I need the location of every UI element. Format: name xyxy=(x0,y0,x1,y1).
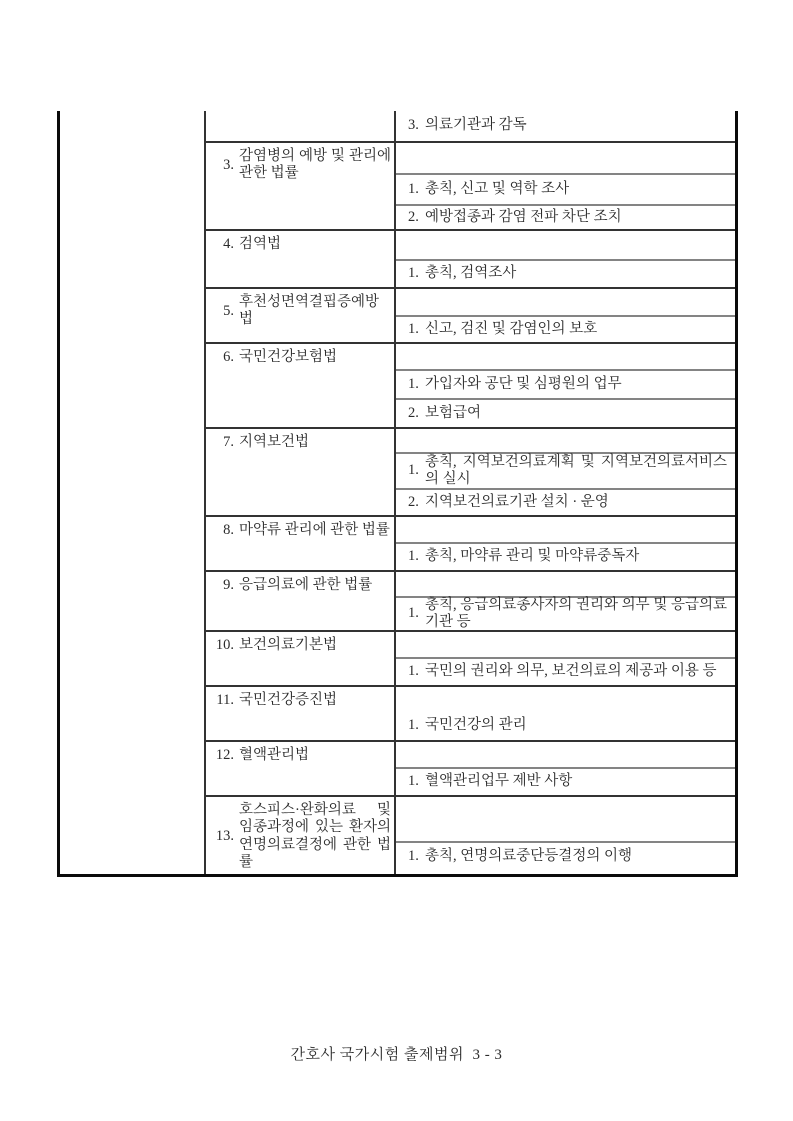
law-name: 국민건강보험법 xyxy=(239,349,338,365)
sub-item-list xyxy=(396,797,735,874)
law-name-row xyxy=(210,577,391,594)
sub-item-list xyxy=(396,231,735,287)
law-name: 국민건강증진법 xyxy=(239,692,338,708)
sub-item-list xyxy=(396,572,735,630)
law-number: 13. xyxy=(215,828,234,845)
law-number: 3. xyxy=(223,156,234,173)
left-category-cell xyxy=(60,111,206,874)
law-name-row xyxy=(210,637,391,654)
item-text: 예방접종과 감염 전파 차단 조치 xyxy=(425,208,622,225)
law-name: 마약류 관리에 관한 법률 xyxy=(239,522,390,538)
sub-item-list xyxy=(396,632,735,685)
sub-item-row-empty xyxy=(396,231,735,259)
item-number: 1. xyxy=(408,773,419,790)
law-name: 감염병의 예방 및 관리에 관한 법률 xyxy=(239,148,391,182)
law-group-row xyxy=(206,740,735,795)
item-number: 2. xyxy=(408,404,419,421)
item-number: 2. xyxy=(408,493,419,510)
sub-item-list xyxy=(396,143,735,229)
law-name: 지역보건법 xyxy=(239,434,310,450)
item-text: 보험급여 xyxy=(425,404,482,421)
law-name-cell xyxy=(206,517,396,570)
law-group-row xyxy=(206,795,735,874)
item-text: 의료기관과 감독 xyxy=(425,117,527,134)
law-number: 5. xyxy=(223,302,234,319)
item-text: 총칙, 연명의료중단등결정의 이행 xyxy=(425,847,632,864)
law-number: 9. xyxy=(223,577,234,593)
item-number: 1. xyxy=(408,265,419,282)
law-name-cell xyxy=(206,429,396,515)
law-name: 보건의료기본법 xyxy=(239,637,338,653)
item-text: 가입자와 공단 및 심평원의 업무 xyxy=(425,375,622,392)
law-name-row xyxy=(210,148,391,183)
sub-item-list xyxy=(396,289,735,342)
law-name-cell xyxy=(206,742,396,795)
law-name: 응급의료에 관한 법률 xyxy=(239,577,373,593)
law-group-row xyxy=(206,229,735,287)
item-number: 1. xyxy=(408,716,419,733)
sub-item-row-empty xyxy=(396,742,735,767)
law-name-row xyxy=(210,747,391,764)
item-number: 1. xyxy=(408,320,419,337)
law-number: 7. xyxy=(223,434,234,450)
sub-item-row xyxy=(396,488,735,515)
law-name-cell xyxy=(206,687,396,740)
table-body xyxy=(206,111,735,874)
sub-item-row xyxy=(396,173,735,204)
law-group-row xyxy=(206,630,735,685)
sub-item-row-empty xyxy=(396,632,735,657)
law-name: 후천성면역결핍증예방법 xyxy=(239,294,380,328)
sub-item-row xyxy=(396,369,735,398)
law-name-row xyxy=(210,802,391,872)
sub-item-row-empty xyxy=(396,572,735,596)
sub-item-row xyxy=(396,596,735,630)
sub-item-row xyxy=(396,204,735,229)
item-text: 총칙, 응급의료종사자의 권리와 의무 및 응급의료기관 등 xyxy=(425,596,727,630)
sub-item-row-empty xyxy=(396,429,735,452)
item-number: 1. xyxy=(408,462,419,479)
sub-item-row-empty xyxy=(396,344,735,369)
law-name-cell xyxy=(206,797,396,874)
sub-item-row-empty xyxy=(396,797,735,841)
item-number: 3. xyxy=(408,117,419,134)
sub-item-row xyxy=(396,841,735,870)
law-name-row xyxy=(210,294,391,329)
law-group-row xyxy=(206,141,735,229)
sub-item-row xyxy=(396,111,735,141)
law-name-row xyxy=(210,349,391,366)
law-name-cell xyxy=(206,289,396,342)
law-name-cell xyxy=(206,344,396,427)
law-name-row xyxy=(210,692,391,709)
item-number: 1. xyxy=(408,663,419,680)
page-footer: 간호사 국가시험 출제범위 3 - 3 xyxy=(290,1047,503,1063)
item-number: 1. xyxy=(408,605,419,622)
law-group-row xyxy=(206,287,735,342)
law-number: 4. xyxy=(223,236,234,252)
law-number: 11. xyxy=(216,692,234,708)
sub-item-row xyxy=(396,452,735,488)
law-group-row xyxy=(206,342,735,427)
law-group-row xyxy=(206,570,735,630)
law-name-cell xyxy=(206,572,396,630)
sub-item-list xyxy=(396,742,735,795)
law-name-row xyxy=(210,236,391,253)
item-text: 국민건강의 관리 xyxy=(425,716,527,733)
law-name-cell xyxy=(206,632,396,685)
law-name-row xyxy=(210,522,391,539)
item-number: 1. xyxy=(408,847,419,864)
sub-item-row xyxy=(396,315,735,342)
exam-scope-table xyxy=(57,111,738,877)
sub-item-list xyxy=(396,517,735,570)
sub-item-row-empty xyxy=(396,289,735,315)
law-number: 6. xyxy=(223,349,234,365)
item-number: 1. xyxy=(408,180,419,197)
law-number: 10. xyxy=(215,637,234,653)
item-text: 총칙, 마약류 관리 및 마약류중독자 xyxy=(425,548,640,565)
item-number: 1. xyxy=(408,548,419,565)
law-number: 8. xyxy=(223,522,234,538)
law-name-row xyxy=(210,434,391,451)
law-name: 검역법 xyxy=(239,236,282,252)
sub-item-list xyxy=(396,344,735,427)
item-number: 2. xyxy=(408,208,419,225)
sub-item-row-empty xyxy=(396,517,735,542)
law-number: 12. xyxy=(215,747,234,763)
law-group-row xyxy=(206,427,735,515)
item-text: 총칙, 지역보건의료계획 및 지역보건의료서비스의 실시 xyxy=(425,453,727,487)
sub-item-list xyxy=(396,429,735,515)
law-group-row xyxy=(206,685,735,740)
sub-item-row xyxy=(396,542,735,570)
law-name-cell xyxy=(206,111,396,141)
item-text: 총칙, 신고 및 역학 조사 xyxy=(425,180,570,197)
item-number: 1. xyxy=(408,375,419,392)
item-text: 총칙, 검역조사 xyxy=(425,265,517,282)
item-text: 국민의 권리와 의무, 보건의료의 제공과 이용 등 xyxy=(425,663,717,680)
sub-item-row xyxy=(396,259,735,287)
law-name: 호스피스·완화의료 및 임종과정에 있는 환자의 연명의료결정에 관한 법률 xyxy=(239,802,391,871)
sub-item-row-empty xyxy=(396,143,735,173)
item-text: 지역보건의료기관 설치 · 운영 xyxy=(425,493,609,510)
sub-item-row xyxy=(396,398,735,427)
law-name-cell xyxy=(206,143,396,229)
sub-item-list xyxy=(396,111,735,141)
law-group-row xyxy=(206,111,735,141)
sub-item-row xyxy=(396,767,735,795)
item-text: 혈액관리업무 제반 사항 xyxy=(425,773,573,790)
law-name-cell xyxy=(206,231,396,287)
sub-item-row xyxy=(396,657,735,685)
sub-item-list xyxy=(396,687,735,740)
item-text: 신고, 검진 및 감염인의 보호 xyxy=(425,320,598,337)
law-group-row xyxy=(206,515,735,570)
sub-item-row xyxy=(396,687,735,740)
law-name: 혈액관리법 xyxy=(239,747,310,763)
